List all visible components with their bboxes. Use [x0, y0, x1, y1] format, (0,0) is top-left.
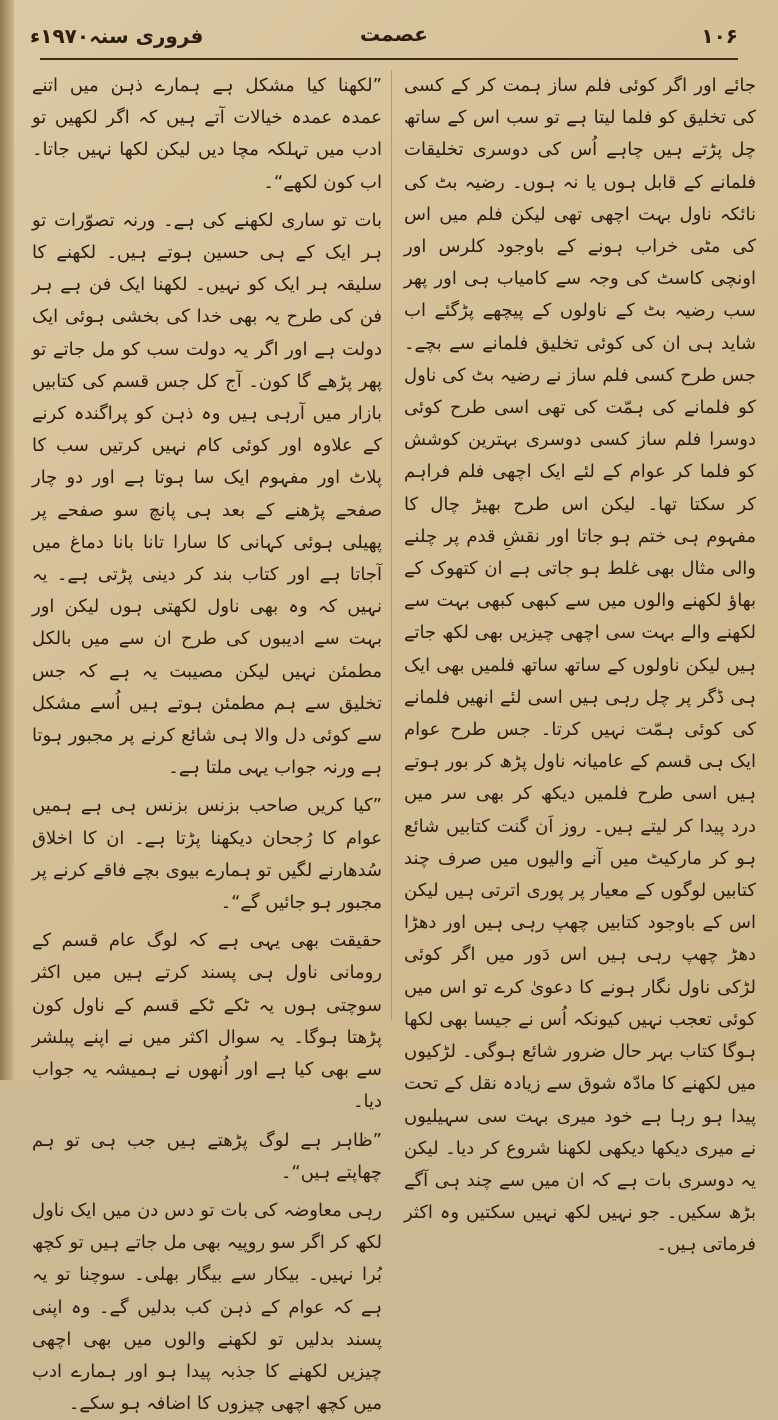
page-number: ۱۰۶: [701, 24, 738, 48]
right-column: [404, 70, 756, 1256]
right-paragraph-1: جائے اور اگر کوئی فلم ساز ہمت کر کے کسی کی تخلیق کو فلما لیتا ہے تو سب اس کے ساتھ چل پڑتے ہیں چاہے اُس کی دوسری تخلیقات فلمانے کے قابل ہوں یا نہ ہوں۔ رضیہ بٹ کی نائکہ ناول بہت اچھی تھی لیکن فلم میں اس کی مٹی خراب ہونے کے باوجود کلرس اور اونچی کاسٹ کی وجہ سے کامیاب ہی اور پھر سب رضیہ بٹ کے ناولوں کے پیچھے پڑگئے اب شاید ہی ان کی کوئی تخلیق فلمانے سے بچے۔ جس طرح کسی فلم ساز نے رضیہ بٹ کی ناول کو فلمانے کی ہمّت کی تھی اسی طرح کوئی دوسرا فلم ساز کسی دوسری بہترین کوشش کو فلما کر عوام کے لئے ایک اچھی فلم فراہم کر سکتا تھا۔ لیکن اس طرح بھیڑ چال کا مفہوم ہی ختم ہو جاتا اور نقشِ قدم پر چلنے والی مثال بھی غلط ہو جاتی ہے ان کتھوک کے بھاؤ لکھنے والوں میں سے کبھی کبھی بہت سے لکھنے والے بہت سی اچھی چیزیں بھی لکھ جاتے ہیں لیکن ناولوں کے ساتھ ساتھ فلمیں بھی ایک ہی ڈگر پر چل رہی ہیں اسی لئے انھیں فلمانے کی کوئی ہمّت نہیں کرتا۔ جس طرح عوام ایک ہی قسم کے عامیانہ ناول پڑھ کر بور ہوتے ہیں اسی طرح فلمیں دیکھ کر بھی سر میں درد پیدا کر لیتے ہیں۔ روز اَن گنت کتابیں شائع ہو کر مارکیٹ میں آنے والیوں میں صرف چند کتابیں لوگوں کے معیار پر پوری اترتی ہیں لیکن اس کے باوجود کتابیں چھپ رہی ہیں اور دھڑا دھڑ چھپ رہی ہیں اس دَور میں اگر کوئی لڑکی ناول نگار ہونے کا دعویٰ کرے تو اس میں کوئی تعجب نہیں کیونکہ اُس نے جیسا بھی لکھا ہوگا کتاب بہر حال ضرور شائع ہوگی۔ لڑکیوں میں لکھنے کا مادّہ شوق سے زیادہ نقل کے تحت پیدا ہو رہا ہے خود میری بہت سی سہیلیوں نے میری دیکھا دیکھی لکھنا شروع کر دیا۔ لیکن یہ دوسری بات ہے کہ ان میں سے چند ہی آگے بڑھ سکیں۔ جو نہیں لکھ نہیں سکتیں وہ اکثر فرماتی ہیں۔: [404, 75, 756, 1256]
column-gutter: [391, 70, 392, 1020]
left-paragraph-1: ”لکھنا کیا مشکل ہے ہمارے ذہن میں اتنے عمدہ عمدہ خیالات آتے ہیں کہ اگر لکھیں تو ادب میں تہلکہ مچا دیں لیکن لکھا نہیں جاتا۔ اب کون لکھے“۔: [32, 75, 382, 193]
page-header: [30, 22, 738, 58]
left-paragraph-4: حقیقت بھی یہی ہے کہ لوگ عام قسم کے رومانی ناول ہی پسند کرتے ہیں میں اکثر سوچتی ہوں یہ ٹکے ٹکے قسم کے ناول کون پڑھتا ہوگا۔ یہ سوال اکثر میں نے اپنے پبلشر سے بھی کیا ہے اور اُنھوں نے ہمیشہ یہ جواب دیا۔: [32, 930, 382, 1113]
issue-date: فروری سنہ۱۹۷۰ء: [30, 24, 204, 48]
left-paragraph-6: رہی معاوضہ کی بات تو دس دن میں ایک ناول لکھ کر اگر سو روپیہ بھی مل جاتے ہیں تو کچھ بُرا نہیں۔ بیکار سے بیگار بھلی۔ سوچنا تو یہ ہے کہ عوام کے ذہن کب بدلیں گے۔ وہ اپنی پسند بدلیں تو لکھنے والوں میں بھی اچھی چیزیں لکھنے کا جذبہ پیدا ہو اور ہمارے ادب میں کچھ اچھی چیزوں کا اضافہ ہو سکے۔: [32, 1199, 382, 1415]
magazine-title: عصمت: [360, 22, 428, 46]
left-paragraph-5: ”ظاہر ہے لوگ پڑھتے ہیں جب ہی تو ہم چھاپتے ہیں“۔: [32, 1129, 382, 1183]
header-divider: [40, 58, 738, 60]
left-column: [32, 70, 382, 1415]
left-paragraph-3: ”کیا کریں صاحب بزنس بزنس ہی ہے ہمیں عوام کا رُجحان دیکھنا پڑتا ہے۔ ان کا اخلاق سُدھارنے لگیں تو ہمارے بیوی بچے فاقے کرنے پر مجبور ہو جائیں گے“۔: [32, 795, 382, 914]
left-paragraph-2: بات تو ساری لکھنے کی ہے۔ ورنہ تصوّرات تو ہر ایک کے ہی حسین ہوتے ہیں۔ لکھنے کا سلیقہ ہر ایک کو نہیں۔ لکھنا ایک فن ہے ہر فن کی طرح یہ بھی خدا کی بخشی ہوئی ایک دولت ہے اور اگر یہ دولت سب کو مل جاتے تو پھر پڑھے گا کون۔ آج کل جس قسم کی کتابیں بازار میں آرہی ہیں وہ ذہن کو پراگندہ کرنے کے علاوہ اور کوئی کام نہیں کرتیں سب کا پلاٹ اور مفہوم ایک سا ہوتا ہے اور دو چار صفحے پڑھنے کے بعد ہی پانچ سو صفحے پر پھیلی ہوئی کہانی کا سارا تانا بانا دماغ میں آجاتا ہے اور کتاب بند کر دینی پڑتی ہے۔ یہ نہیں کہ وہ بھی ناول لکھتی ہوں لیکن اور بہت سے ادیبوں کی طرح ان سے میں بالکل مطمئن نہیں لیکن مصیبت یہ ہے کہ جس تخلیق سے ہم مطمئن ہوتے ہیں اُسے مشکل سے کوئی دل والا ہی شائع کرنے پر مجبور ہوتا ہے ورنہ جواب یہی ملتا ہے۔: [32, 209, 382, 779]
